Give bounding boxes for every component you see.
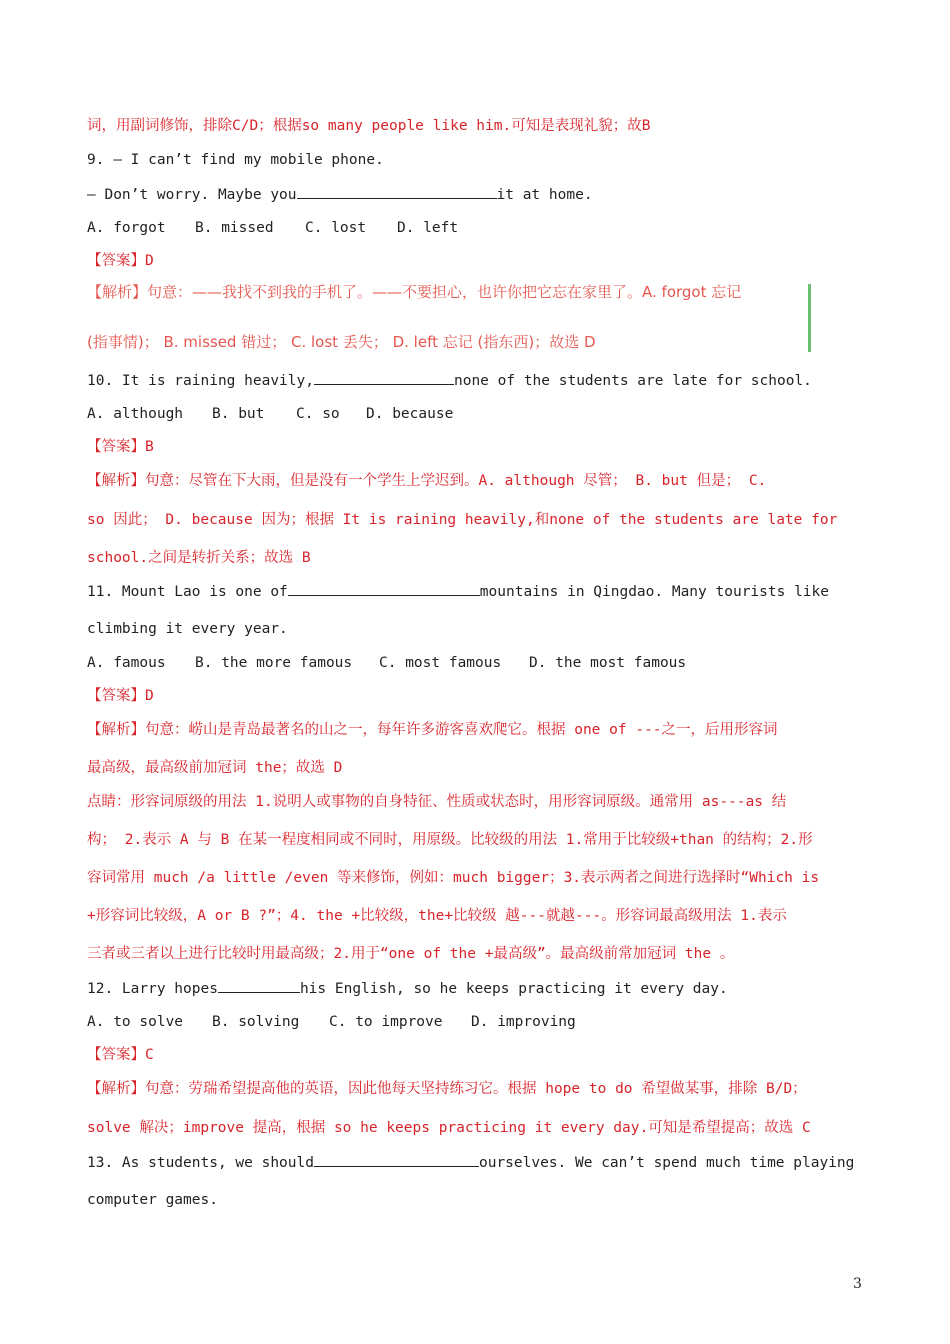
sentence-part: 12. Larry hopes	[87, 981, 218, 997]
option-a: A. although	[87, 406, 184, 422]
option-b: B. the more famous	[195, 655, 353, 671]
question-9-sentence	[87, 184, 593, 205]
note-line3: 容词常用 much /a little /even 等来修饰，例如：much bigger；3.表示两者之间进行选择时“Which is	[87, 870, 820, 886]
explanation-11-line1: 【解析】句意：崂山是青岛最著名的山之一，每年许多游客喜欢爬它。根据 one of ---之一，后用形容词	[87, 722, 778, 738]
option-d: D. because	[366, 406, 454, 422]
sentence-part: ourselves. We can’t spend much time playing	[478, 1155, 855, 1171]
explanation-line: 词，用副词修饰，排除C/D；根据so many people like him.可知是表现礼貌；故B	[87, 118, 651, 134]
answer-blank	[314, 370, 454, 385]
answer-12: 【答案】C	[87, 1047, 154, 1063]
sentence-part: none of the students are late for school.	[453, 373, 812, 389]
option-b: B. but	[212, 406, 265, 422]
margin-marker	[808, 284, 811, 352]
sentence-part: 10. It is raining heavily,	[87, 373, 314, 389]
answer-blank	[314, 1152, 479, 1167]
answer-blank	[297, 184, 497, 199]
sentence-part: his English, so he keeps practicing it every day.	[299, 981, 728, 997]
question-11-options	[87, 653, 686, 673]
note-line4: +形容词比较级，A or B ?”；4. the +比较级，the+比较级 越---就越---。形容词最高级用法 1.表示	[87, 908, 787, 924]
answer-9: 【答案】D	[87, 253, 154, 269]
question-13-line2: computer games.	[87, 1192, 218, 1208]
question-9: 9. — I can’t find my mobile phone.	[87, 152, 384, 168]
explanation-10-line2: so 因此； D. because 因为；根据 It is raining heavily,和none of the students are late for	[87, 512, 838, 528]
question-13	[87, 1152, 854, 1173]
option-a: A. forgot	[87, 220, 166, 236]
sentence-part: it at home.	[496, 187, 593, 203]
option-b: B. solving	[212, 1014, 300, 1030]
question-10-options	[87, 404, 453, 424]
explanation-12-line1: 【解析】句意：劳瑞希望提高他的英语，因此他每天坚持练习它。根据 hope to do 希望做某事，排除 B/D；	[87, 1081, 807, 1097]
explanation-11-line2: 最高级，最高级前加冠词 the；故选 D	[87, 760, 343, 776]
option-c: C. to improve	[329, 1014, 443, 1030]
option-c: C. most famous	[379, 655, 502, 671]
answer-10: 【答案】B	[87, 439, 154, 455]
answer-11: 【答案】D	[87, 688, 154, 704]
explanation-9-line1: 【解析】句意：——我找不到我的手机了。——不要担心，也许你把它忘在家里了。A. forgot 忘记	[87, 283, 742, 301]
explanation-10-line1: 【解析】句意：尽管在下大雨，但是没有一个学生上学迟到。A. although 尽管； B. but 但是； C.	[87, 473, 767, 489]
sentence-part: 13. As students, we should	[87, 1155, 314, 1171]
option-a: A. famous	[87, 655, 166, 671]
option-c: C. lost	[305, 220, 367, 236]
note-line1: 点睛：形容词原级的用法 1.说明人或事物的自身特征、性质或状态时，用形容词原级。通常用 as---as 结	[87, 794, 787, 810]
option-d: D. the most famous	[529, 655, 687, 671]
answer-blank	[288, 581, 480, 596]
question-10	[87, 370, 812, 391]
option-c: C. so	[296, 406, 340, 422]
page-number: 3	[853, 1276, 862, 1292]
question-11-line2: climbing it every year.	[87, 621, 288, 637]
question-12-options	[87, 1012, 576, 1032]
note-line2: 构； 2.表示 A 与 B 在某一程度相同或不同时，用原级。比较级的用法 1.常用于比较级+than 的结构；2.形	[87, 832, 813, 848]
answer-blank	[218, 978, 300, 993]
option-a: A. to solve	[87, 1014, 184, 1030]
explanation-9-line2: (指事情)； B. missed 错过； C. lost 丢失； D. left 忘记 (指东西)；故选 D	[87, 333, 596, 351]
question-12	[87, 978, 728, 999]
explanation-12-line2: solve 解决；improve 提高，根据 so he keeps practicing it every day.可知是希望提高；故选 C	[87, 1120, 811, 1136]
explanation-10-line3: school.之间是转折关系；故选 B	[87, 550, 311, 566]
option-b: B. missed	[195, 220, 274, 236]
option-d: D. improving	[471, 1014, 576, 1030]
question-9-options	[87, 218, 458, 238]
sentence-part: — Don’t worry. Maybe you	[87, 187, 297, 203]
note-line5: 三者或三者以上进行比较时用最高级；2.用于“one of the +最高级”。最高级前常加冠词 the 。	[87, 946, 735, 962]
option-d: D. left	[397, 220, 459, 236]
sentence-part: 11. Mount Lao is one of	[87, 584, 288, 600]
question-11	[87, 581, 829, 602]
sentence-part: mountains in Qingdao. Many tourists like	[479, 584, 829, 600]
